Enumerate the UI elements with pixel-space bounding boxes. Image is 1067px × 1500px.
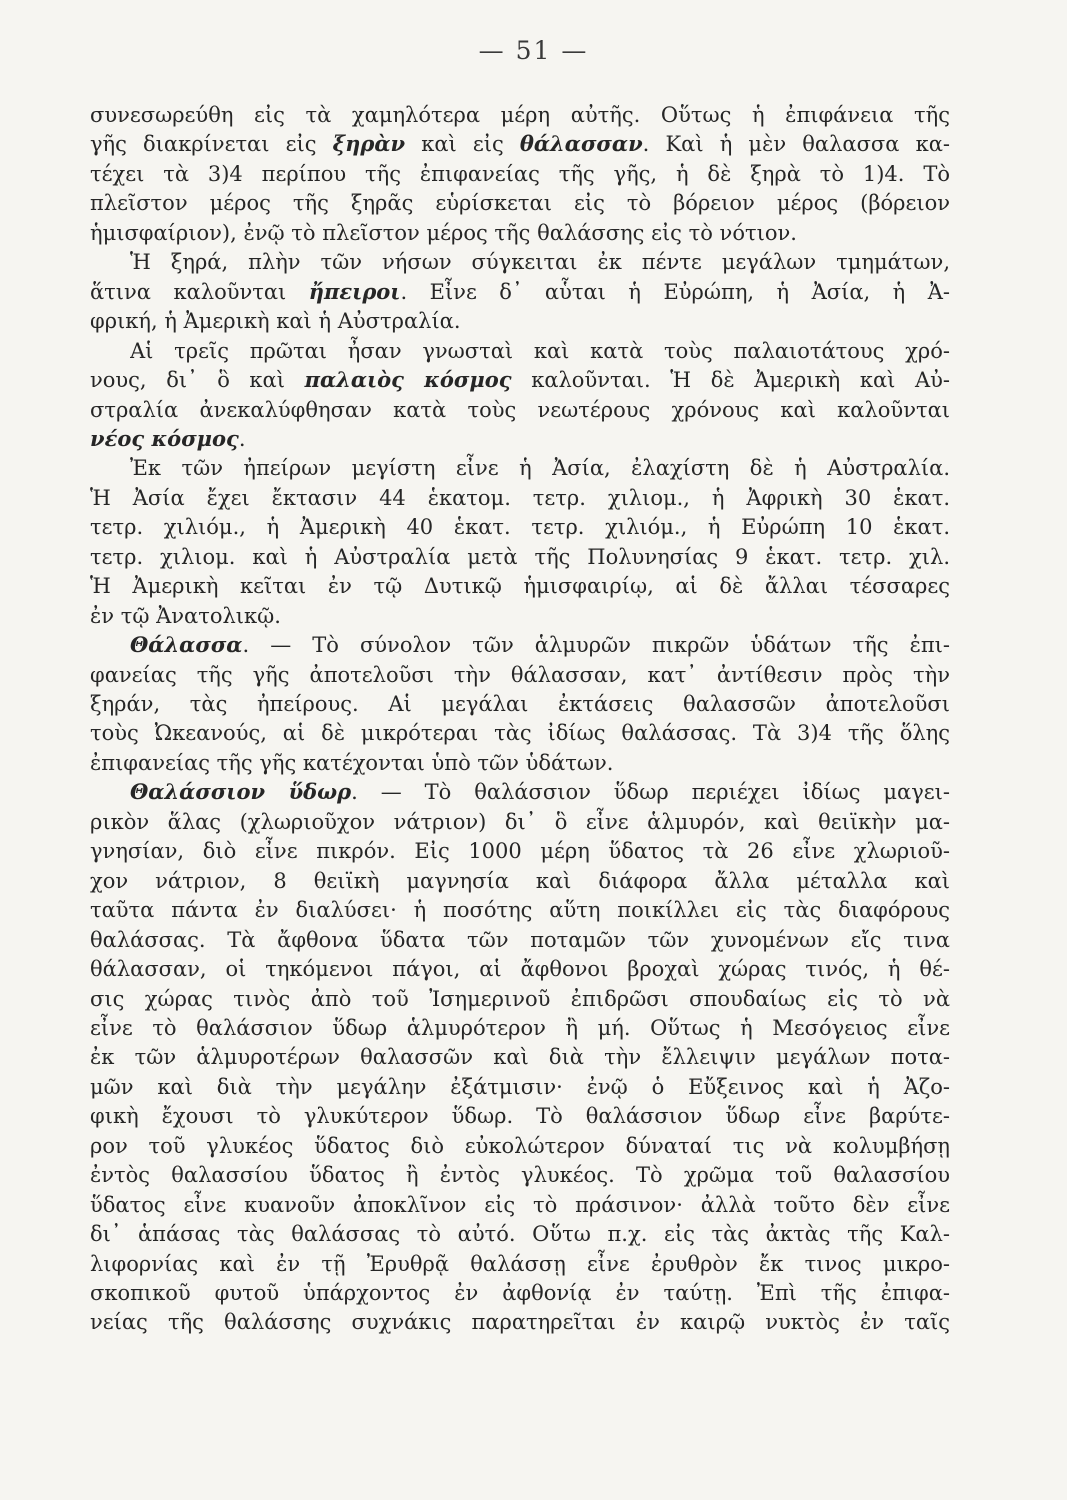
text-run: ξηράν, τὰς ἠπείρους. Αἱ μεγάλαι ἐκτάσεις θαλασσῶν ἀποτελοῦσι xyxy=(90,692,950,716)
text-line xyxy=(90,1160,950,1190)
text-line xyxy=(90,306,950,336)
text-line xyxy=(90,866,950,896)
text-run: ταῦτα πάντα ἐν διαλύσει· ἡ ποσότης αὕτη ποικίλλει εἰς τὰς διαφόρους xyxy=(90,898,950,923)
emphasized-term: θάλασσαν xyxy=(519,131,643,157)
text-run: εἶνε τὸ θαλάσσιον ὕδωρ ἁλμυρότερον ἢ μή. Οὕτως ἡ Μεσόγειος εἶνε xyxy=(90,1015,950,1040)
text-line xyxy=(90,483,950,513)
text-run: φανείας τῆς γῆς ἀποτελοῦσι τὴν θάλασσαν, κατ᾽ ἀντίθεσιν πρὸς τὴν xyxy=(90,662,950,687)
text-run: σκοπικοῦ φυτοῦ ὑπάρχοντος ἐν ἀφθονίᾳ ἐν ταύτῃ. Ἐπὶ τῆς ἐπιφα- xyxy=(90,1281,950,1305)
text-line xyxy=(90,277,950,307)
text-run: λιφορνίας καὶ ἐν τῇ Ἐρυθρᾷ θαλάσσῃ εἶνε ἐρυθρὸν ἔκ τινος μικρο- xyxy=(90,1251,950,1276)
text-run: νους, δι᾽ ὃ καὶ xyxy=(90,368,305,393)
emphasized-term: ξηρὰν xyxy=(332,131,406,157)
text-run: Ἡ Ἀσία ἔχει ἔκτασιν 44 ἑκατομ. τετρ. χιλιομ., ἡ Ἀφρικὴ 30 ἑκατ. xyxy=(90,485,950,510)
text-line xyxy=(90,424,950,454)
text-line xyxy=(90,954,950,984)
text-line xyxy=(90,984,950,1014)
text-run: ἅτινα καλοῦνται xyxy=(90,279,309,304)
text-run: γῆς διακρίνεται εἰς xyxy=(90,132,333,157)
text-run: τετρ. χιλιομ. καὶ ἡ Αὐστραλία μετὰ τῆς Πολυνησίας 9 ἑκατ. τετρ. χιλ. xyxy=(90,544,950,569)
text-run: στραλία ἀνεκαλύφθησαν κατὰ τοὺς νεωτέρους χρόνους καὶ καλοῦνται xyxy=(90,397,950,422)
text-line xyxy=(90,129,950,159)
text-line xyxy=(90,836,950,866)
text-run: φικὴ ἔχουσι τὸ γλυκύτερον ὕδωρ. Τὸ θαλάσσιον ὕδωρ εἶνε βαρύτε- xyxy=(90,1104,950,1129)
text-run: τέχει τὰ 3)4 περίπου τῆς ἐπιφανείας τῆς γῆς, ἡ δὲ ξηρὰ τὸ 1)4. Τὸ xyxy=(90,161,950,186)
text-line xyxy=(90,601,950,631)
text-line xyxy=(90,542,950,572)
emphasized-term: νέος κόσμος xyxy=(90,425,239,451)
text-line xyxy=(90,718,950,748)
text-line xyxy=(90,1307,950,1337)
text-line xyxy=(90,571,950,601)
text-line xyxy=(90,1190,950,1220)
text-run: . Καὶ ἡ μὲν θαλασσα κα- xyxy=(642,132,950,157)
text-run: Ἡ ξηρά, πλὴν τῶν νήσων σύγκειται ἐκ πέντε μεγάλων τμημάτων, xyxy=(130,250,950,275)
text-line xyxy=(90,100,950,130)
text-line xyxy=(90,895,950,925)
text-run: συνεσωρεύθη εἰς τὰ χαμηλότερα μέρη αὐτῆς. Οὕτως ἡ ἐπιφάνεια τῆς xyxy=(90,103,950,127)
text-run: . Εἶνε δ᾽ αὗται ἡ Εὐρώπη, ἡ Ἀσία, ἡ Ἀ- xyxy=(400,279,950,304)
text-run: νείας τῆς θαλάσσης συχνάκις παρατηρεῖται ἐν καιρῷ νυκτὸς ἐν ταῖς xyxy=(90,1310,950,1335)
text-line xyxy=(90,1219,950,1249)
text-run: τοὺς Ὠκεανούς, αἱ δὲ μικρότεραι τὰς ἰδίως θαλάσσας. Τὰ 3)4 τῆς ὅλης xyxy=(90,721,950,746)
text-run: . — Τὸ θαλάσσιον ὕδωρ περιέχει ἰδίως μαγει- xyxy=(351,780,950,805)
text-line xyxy=(90,689,950,719)
text-line xyxy=(90,1278,950,1308)
text-line xyxy=(130,247,950,277)
emphasized-term: ἤπειροι xyxy=(308,278,401,304)
text-run: θάλασσαν, οἱ τηκόμενοι πάγοι, αἱ ἄφθονοι βροχαὶ χώρας τινός, ἡ θέ- xyxy=(90,957,950,982)
text-run: Ἐκ τῶν ἠπείρων μεγίστη εἶνε ἡ Ἀσία, ἐλαχίστη δὲ ἡ Αὐστραλία. xyxy=(130,456,950,481)
text-line xyxy=(130,336,950,366)
text-line xyxy=(90,1131,950,1161)
text-line xyxy=(90,1101,950,1131)
text-line xyxy=(90,925,950,955)
text-run: σις χώρας τινὸς ἀπὸ τοῦ Ἰσημερινοῦ ἐπιδρῶσι σπουδαίως εἰς τὸ νὰ xyxy=(90,986,950,1011)
text-line xyxy=(90,1072,950,1102)
text-run: ὕδατος εἶνε κυανοῦν ἀποκλῖνον εἰς τὸ πράσινον· ἀλλὰ τοῦτο δὲν εἶνε xyxy=(90,1192,950,1217)
text-line xyxy=(90,395,950,425)
text-line xyxy=(90,1013,950,1043)
text-line xyxy=(130,630,950,660)
emphasized-term: παλαιὸς κόσμος xyxy=(304,367,512,393)
text-run: θαλάσσας. Τὰ ἄφθονα ὕδατα τῶν ποταμῶν τῶν χυνομένων εἴς τινα xyxy=(90,927,950,952)
text-line xyxy=(90,660,950,690)
text-run: ρον τοῦ γλυκέος ὕδατος διὸ εὐκολώτερον δύναταί τις νὰ κολυμβήσῃ xyxy=(90,1133,950,1158)
text-run: ἐκ τῶν ἁλμυροτέρων θαλασσῶν καὶ διὰ τὴν ἔλλειψιν μεγάλων ποτα- xyxy=(90,1045,950,1070)
text-line xyxy=(90,1249,950,1279)
text-line xyxy=(90,748,950,778)
text-run: μῶν καὶ διὰ τὴν μεγάλην ἐξάτμισιν· ἐνῷ ὁ Εὔξεινος καὶ ἡ Ἀζο- xyxy=(90,1074,950,1099)
text-run: χον νάτριον, 8 θειϊκὴ μαγνησία καὶ διάφορα ἄλλα μέταλλα καὶ xyxy=(90,868,950,893)
emphasized-term: Θάλασσα xyxy=(130,632,243,658)
text-run: πλεῖστον μέρος τῆς ξηρᾶς εὑρίσκεται εἰς τὸ βόρειον μέρος (βόρειον xyxy=(90,191,950,216)
text-line xyxy=(90,807,950,837)
text-run: καλοῦνται. Ἡ δὲ Ἀμερικὴ καὶ Αὐ- xyxy=(511,368,950,393)
text-run: τετρ. χιλιόμ., ἡ Ἀμερικὴ 40 ἑκατ. τετρ. χιλιόμ., ἡ Εὐρώπη 10 ἑκατ. xyxy=(90,515,950,540)
text-line xyxy=(130,453,950,483)
text-run: καὶ εἰς xyxy=(405,132,520,157)
emphasized-term: Θαλάσσιον ὕδωρ xyxy=(130,779,352,805)
text-line xyxy=(90,159,950,189)
text-run: Αἱ τρεῖς πρῶται ἦσαν γνωσταὶ καὶ κατὰ τοὺς παλαιοτάτους χρό- xyxy=(130,338,950,363)
text-run: ἡμισφαίριον), ἐνῷ τὸ πλεῖστον μέρος τῆς θαλάσσης εἰς τὸ νότιον. xyxy=(90,220,797,245)
text-run: φρική, ἡ Ἀμερικὴ καὶ ἡ Αὐστραλία. xyxy=(90,309,461,334)
text-line xyxy=(90,365,950,395)
text-line xyxy=(90,1042,950,1072)
text-run: ἐπιφανείας τῆς γῆς κατέχονται ὑπὸ τῶν ὑδάτων. xyxy=(90,750,614,775)
text-line xyxy=(90,218,950,248)
text-run: γνησίαν, διὸ εἶνε πικρόν. Εἰς 1000 μέρη ὕδατος τὰ 26 εἶνε χλωριοῦ- xyxy=(90,839,950,864)
text-run: ρικὸν ἅλας (χλωριοῦχον νάτριον) δι᾽ ὃ εἶνε ἁλμυρόν, καὶ θειϊκὴν μα- xyxy=(90,809,950,834)
text-run: . xyxy=(238,426,246,451)
page-number: — 51 — xyxy=(478,36,589,65)
text-line xyxy=(90,188,950,218)
text-run: ἐντὸς θαλασσίου ὕδατος ἢ ἐντὸς γλυκέος. Τὸ χρῶμα τοῦ θαλασσίου xyxy=(90,1163,950,1188)
text-run: δι᾽ ἁπάσας τὰς θαλάσσας τὸ αὐτό. Οὕτω π.χ. εἰς τὰς ἀκτὰς τῆς Καλ- xyxy=(90,1222,950,1247)
text-run: ἐν τῷ Ἀνατολικῷ. xyxy=(90,603,281,628)
text-run: Ἡ Ἀμερικὴ κεῖται ἐν τῷ Δυτικῷ ἡμισφαιρίῳ, αἱ δὲ ἄλλαι τέσσαρες xyxy=(90,574,950,599)
text-run: . — Τὸ σύνολον τῶν ἁλμυρῶν πικρῶν ὑδάτων τῆς ἐπι- xyxy=(242,633,950,658)
text-line xyxy=(130,777,950,807)
text-line xyxy=(90,512,950,542)
